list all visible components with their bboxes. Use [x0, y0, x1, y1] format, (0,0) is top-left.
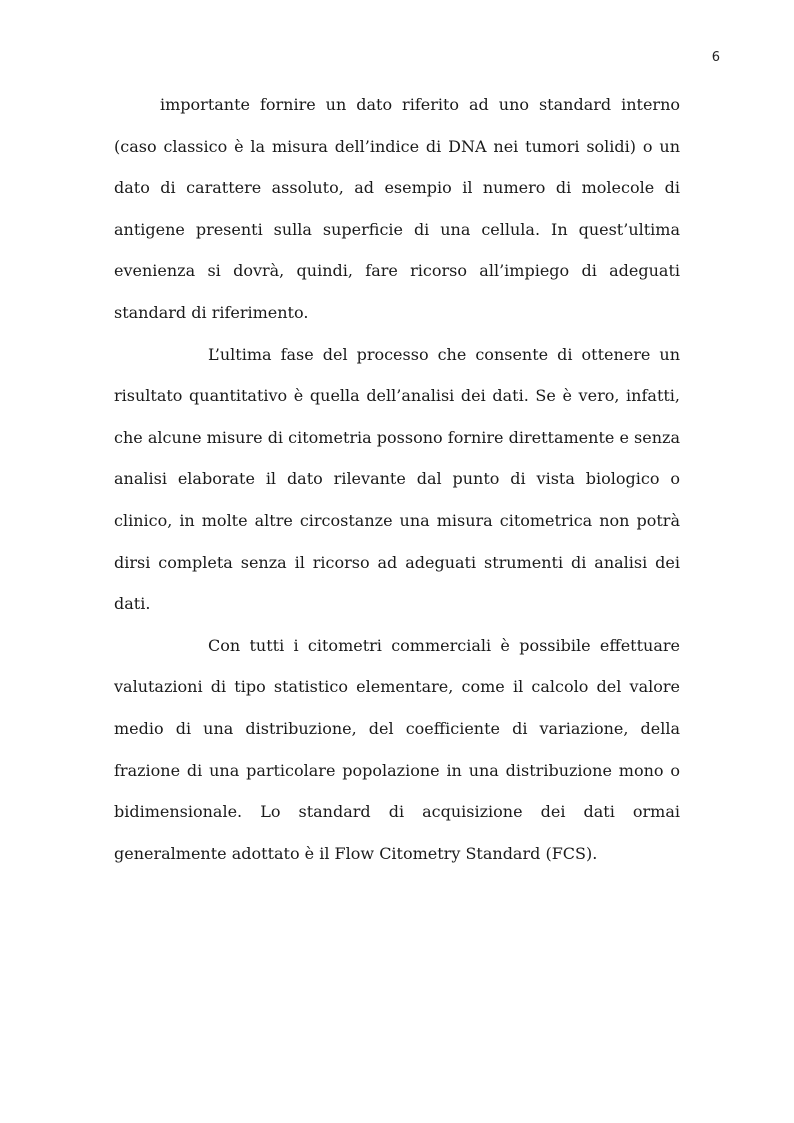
- body-text: [114, 84, 680, 874]
- page-number: 6: [711, 50, 720, 65]
- paragraph-data-analysis: L’ultima fase del processo che consente di ottenere un risultato quantitativo è quella dell’analisi dei dati. Se è vero, infatti, che alcune misure di citometria possono fornire direttamente e senza analisi elaborate il dato rilevante dal punto di vista biologico o clinico, in molte altre circostanze una misura citometrica non potrà dirsi completa senza il ricorso ad adeguati strumenti di analisi dei dati.: [114, 344, 680, 614]
- paragraph-standard-reference: importante fornire un dato riferito ad uno standard interno (caso classico è la misura dell’indice di DNA nei tumori solidi) o un dato di carattere assoluto, ad esempio il numero di molecole di antigene presenti sulla superficie di una cellula. In quest’ultima evenienza si dovrà, quindi, fare ricorso all’impiego di adeguati standard di riferimento.: [114, 95, 680, 322]
- paragraph-statistical-evaluation: Con tutti i citometri commerciali è possibile effettuare valutazioni di tipo statistico elementare, come il calcolo del valore medio di una distribuzione, del coefficiente di variazione, della frazione di una particolare popolazione in una distribuzione mono o bidimensionale. Lo standard di acquisizione dei dati ormai generalmente adottato è il Flow Citometry Standard (FCS).: [114, 635, 680, 863]
